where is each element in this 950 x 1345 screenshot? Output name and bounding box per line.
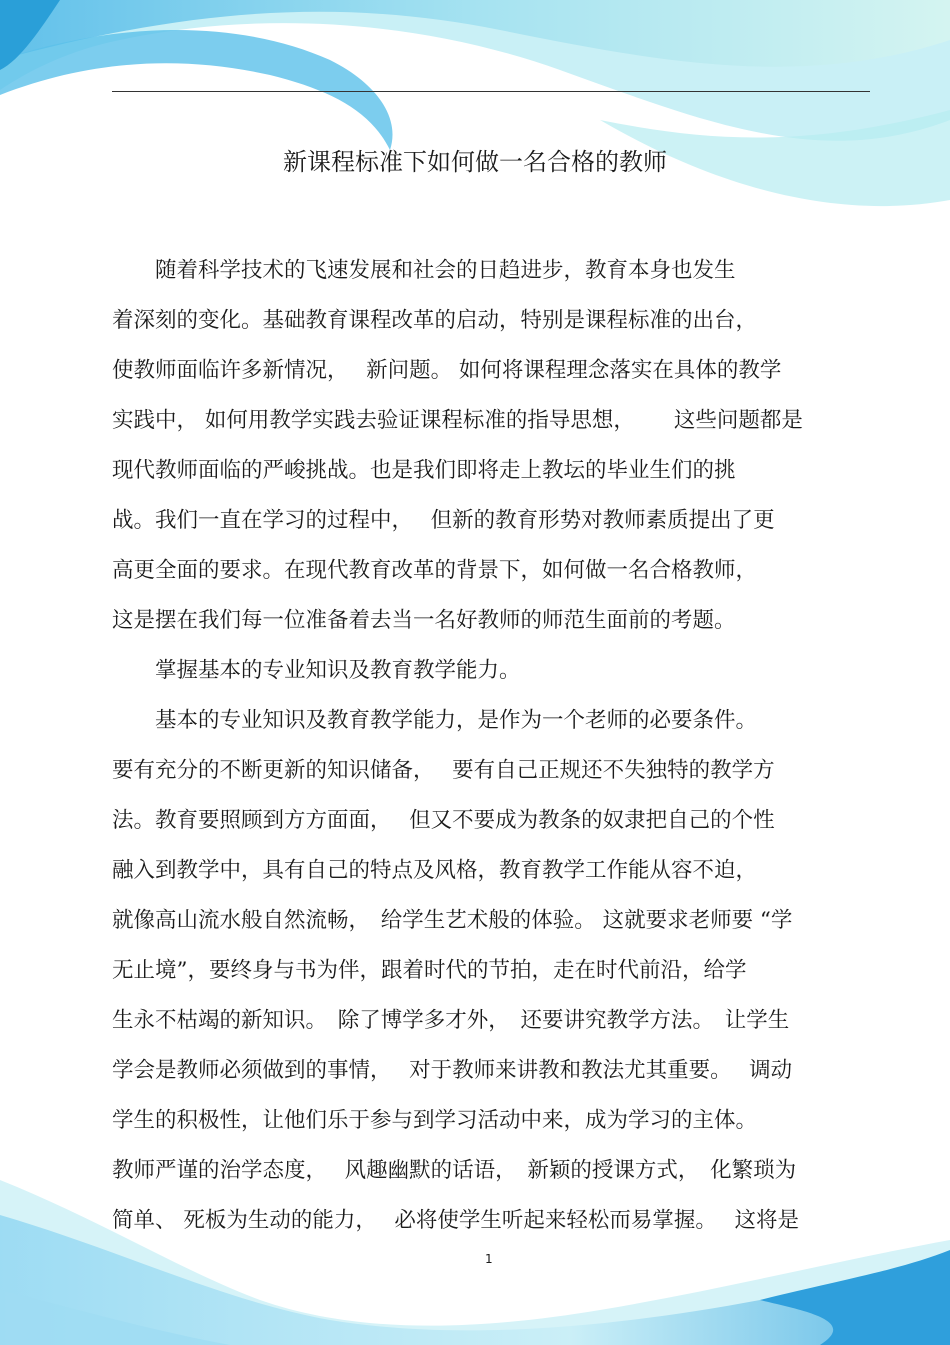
paragraph-line: 使教师面临许多新情况， 新问题。 如何将课程理念落实在具体的教学 (112, 358, 782, 383)
paragraph-line: 要有充分的不断更新的知识储备， 要有自己正规还不失独特的教学方 (112, 758, 775, 783)
section-heading: 掌握基本的专业知识及教育教学能力。 (112, 658, 521, 683)
paragraph-line: 高更全面的要求。在现代教育改革的背景下，如何做一名合格教师， (112, 558, 758, 583)
paragraph-line: 生永不枯竭的新知识。 除了博学多才外， 还要讲究教学方法。 让学生 (112, 1008, 790, 1033)
header-rule (112, 91, 870, 92)
paragraph-line: 法。教育要照顾到方方面面， 但又不要成为教条的奴隶把自己的个性 (112, 808, 775, 833)
paragraph-line: 现代教师面临的严峻挑战。也是我们即将走上教坛的毕业生们的挑 (112, 458, 736, 483)
paragraph-line: 基本的专业知识及教育教学能力，是作为一个老师的必要条件。 (112, 708, 758, 733)
paragraph-line: 融入到教学中，具有自己的特点及风格，教育教学工作能从容不迫， (112, 858, 758, 883)
paragraph-line: 战。我们一直在学习的过程中， 但新的教育形势对教师素质提出了更 (112, 508, 775, 533)
paragraph-line: 实践中， 如何用教学实践去验证课程标准的指导思想， 这些问题都是 (112, 408, 803, 433)
paragraph-line: 随着科学技术的飞速发展和社会的日趋进步，教育本身也发生 (112, 258, 736, 283)
paragraph-line: 着深刻的变化。基础教育课程改革的启动，特别是课程标准的出台， (112, 308, 758, 333)
paragraph-line: 学生的积极性，让他们乐于参与到学习活动中来，成为学习的主体。 (112, 1108, 758, 1133)
document-title: 新课程标准下如何做一名合格的教师 (283, 148, 667, 176)
paragraph-line: 学会是教师必须做到的事情， 对于教师来讲教和教法尤其重要。 调动 (112, 1058, 793, 1083)
paragraph-line: 教师严谨的治学态度， 风趣幽默的话语， 新颖的授课方式， 化繁琐为 (112, 1158, 797, 1183)
paragraph-line: 就像高山流水般自然流畅， 给学生艺术般的体验。 这就要求老师要 “学 (112, 908, 793, 933)
paragraph-line: 简单、 死板为生动的能力， 必将使学生听起来轻松而易掌握。 这将是 (112, 1208, 800, 1233)
paragraph-line: 这是摆在我们每一位准备着去当一名好教师的师范生面前的考题。 (112, 608, 736, 633)
paragraph-line: 无止境”，要终身与书为伴，跟着时代的节拍，走在时代前沿，给学 (112, 958, 747, 983)
page-number: 1 (485, 1252, 493, 1266)
